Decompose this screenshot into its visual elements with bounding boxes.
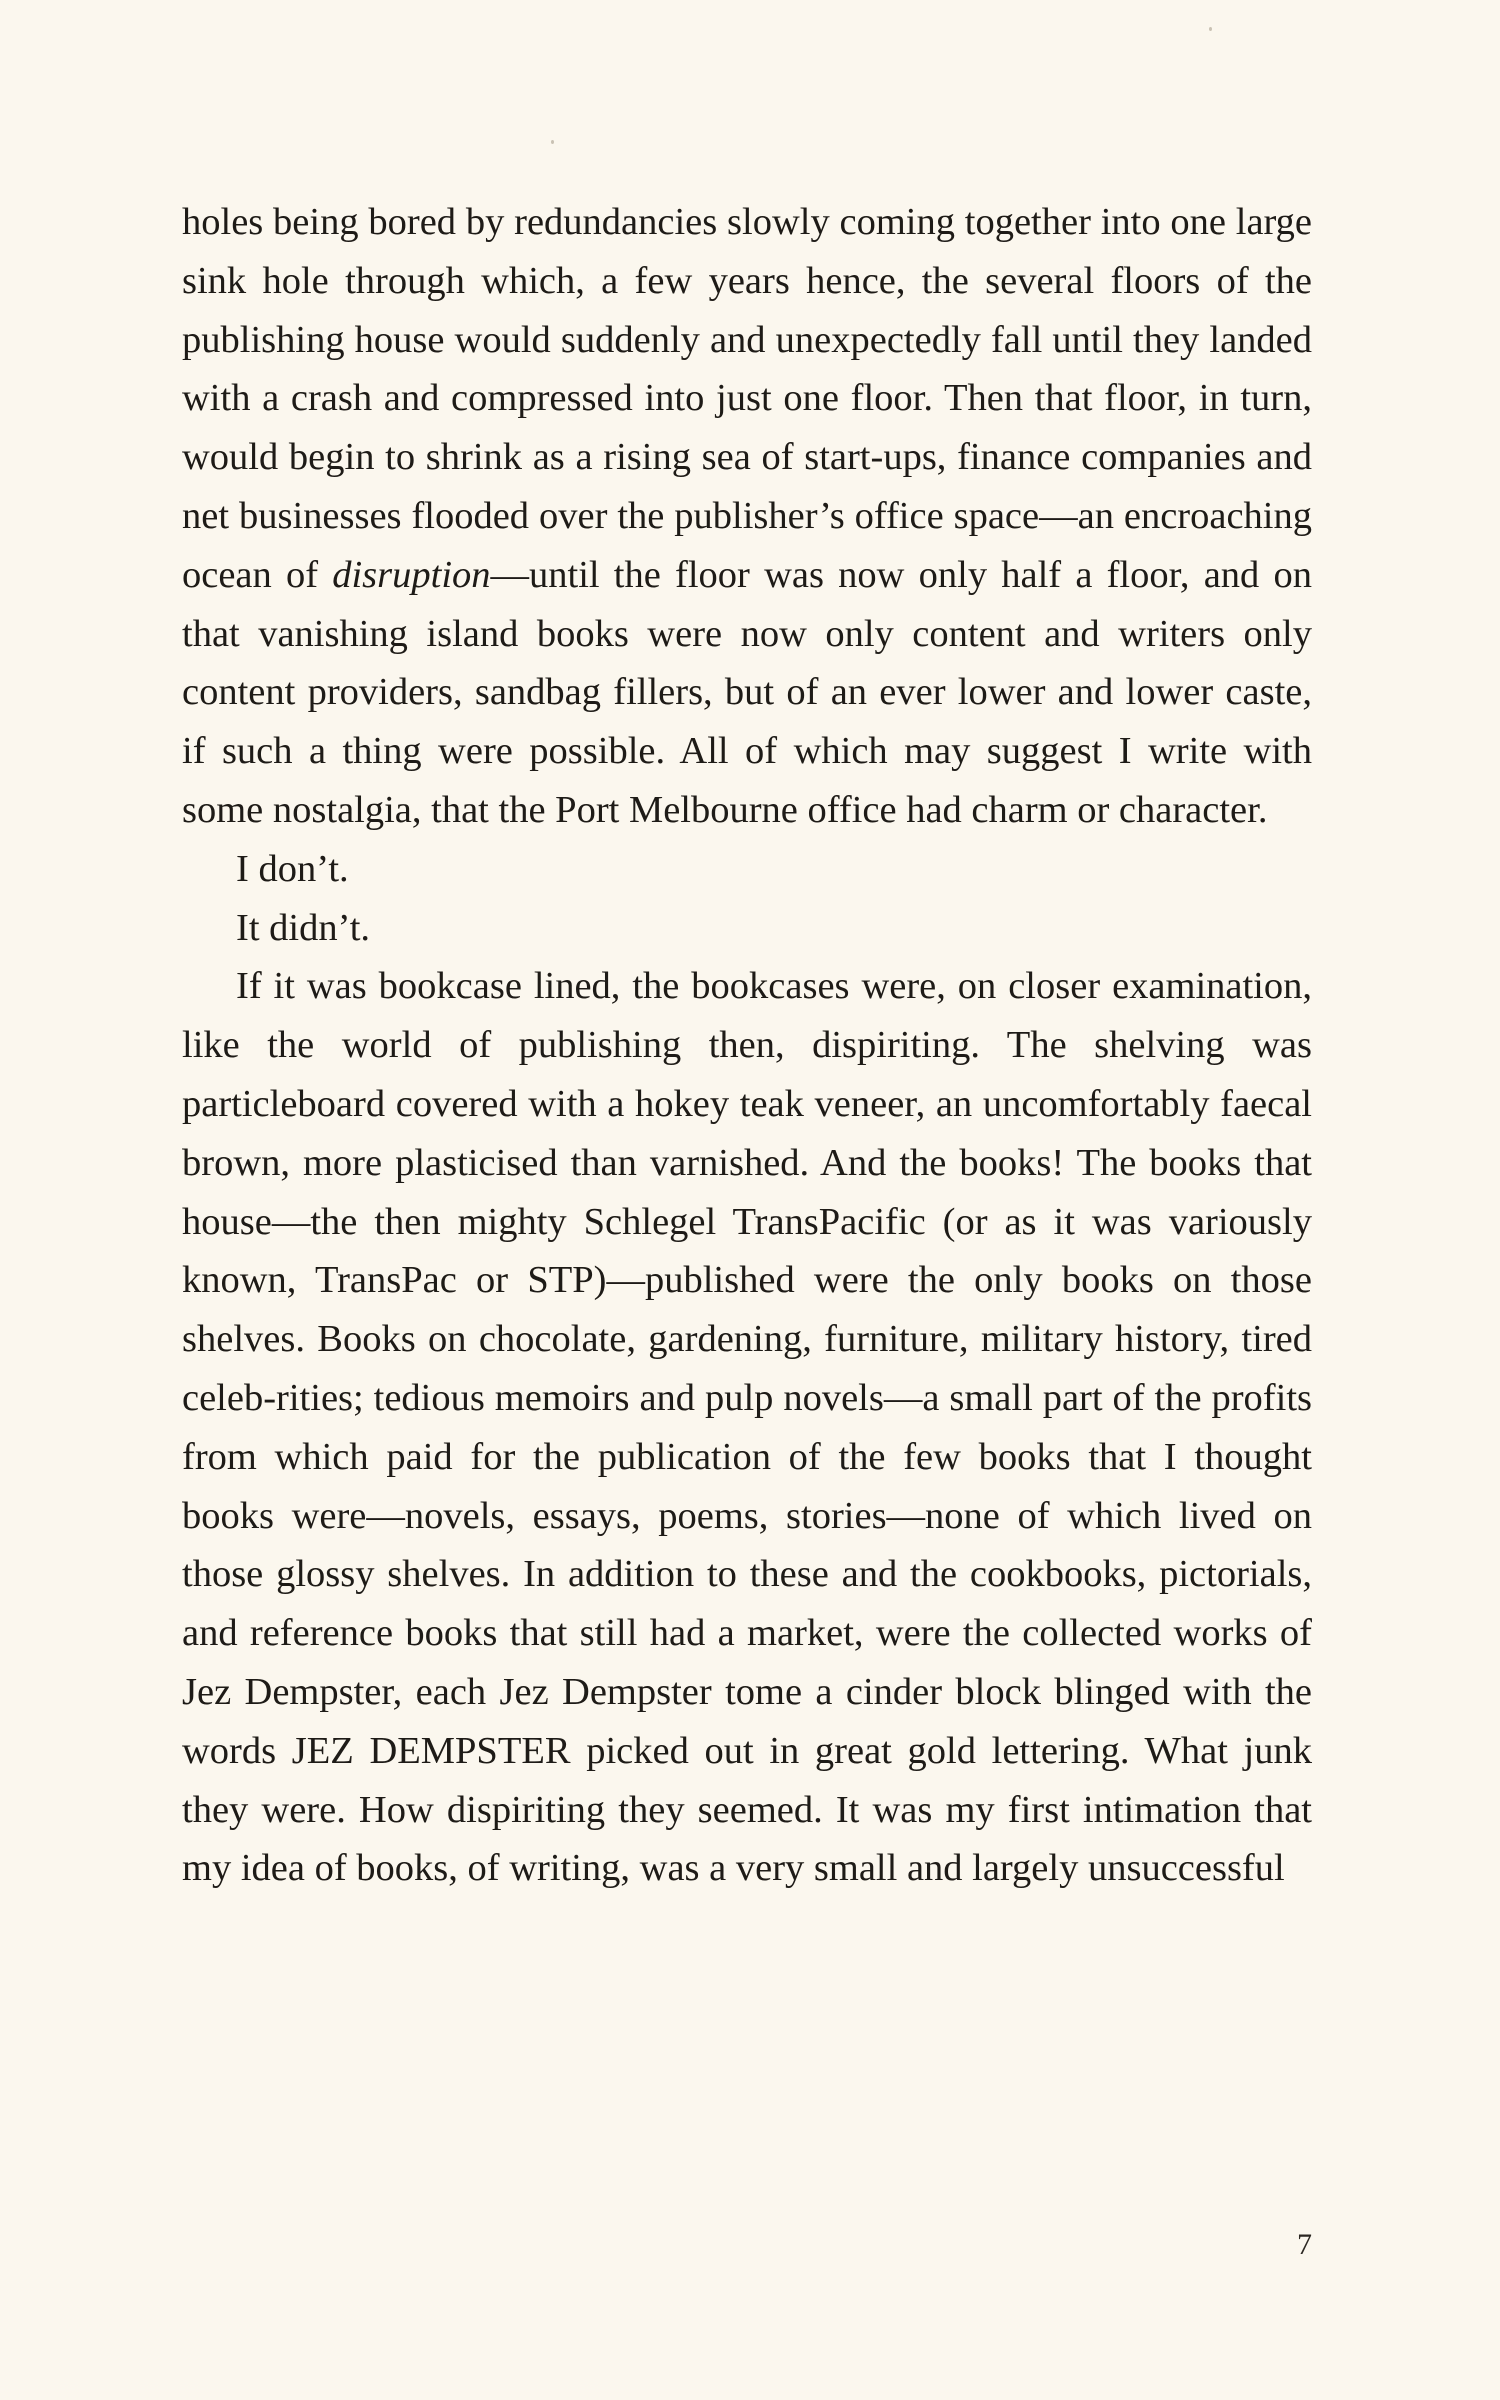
paragraph-2: I don’t.: [236, 847, 349, 890]
paragraph-3: It didn’t.: [236, 906, 371, 949]
italic-emphasis: disruption: [332, 553, 491, 596]
paper-speck: [1209, 27, 1212, 31]
paragraph-1-text-before: holes being bored by redundancies slowly coming together into one large sink hole through which, a few years hence, the several floors of the publishing house would suddenly and unexpectedly fall until they landed with a crash and compressed into just one floor. Then that floor, in turn, would begin to shrink as a rising sea of start-ups, finance companies and net businesses flooded over the publisher’s office space—an encroaching ocean of: [182, 201, 1312, 596]
paragraph-1-text-after: —until the floor was now only half a floor, and on that vanishing island books were now only content and writers only content providers, sandbag fillers, but of an ever lower and lower caste, if such a thing were possible. All of which may suggest I write with some nostalgia, that the Port Melbourne office had charm or character.: [182, 553, 1312, 831]
body-text: [182, 193, 1312, 1898]
paragraph-1: [182, 193, 1312, 840]
paragraph-4: If it was bookcase lined, the bookcases were, on closer examination, like the world of publishing then, dispiriting. The shelving was particleboard covered with a hokey teak veneer, an uncomfortably faecal brown, more plasticised than varnished. And the books! The books that house—the then mighty Schlegel TransPacific (or as it was variously known, TransPac or STP)—published were the only books on those shelves. Books on chocolate, gardening, furniture, military history, tired celeb-rities; tedious memoirs and pulp novels—a small part of the profits from which paid for the publication of the few books that I thought books were—novels, essays, poems, stories—none of which lived on those glossy shelves. In addition to these and the cookbooks, pictorials, and reference books that still had a market, were the collected works of Jez Dempster, each Jez Dempster tome a cinder block blinged with the words JEZ DEMPSTER picked out in great gold lettering. What junk they were. How dispiriting they seemed. It was my first intimation that my idea of books, of writing, was a very small and largely unsuccessful: [182, 965, 1312, 1890]
paper-speck: [551, 140, 554, 144]
page-number: 7: [1297, 2228, 1312, 2261]
